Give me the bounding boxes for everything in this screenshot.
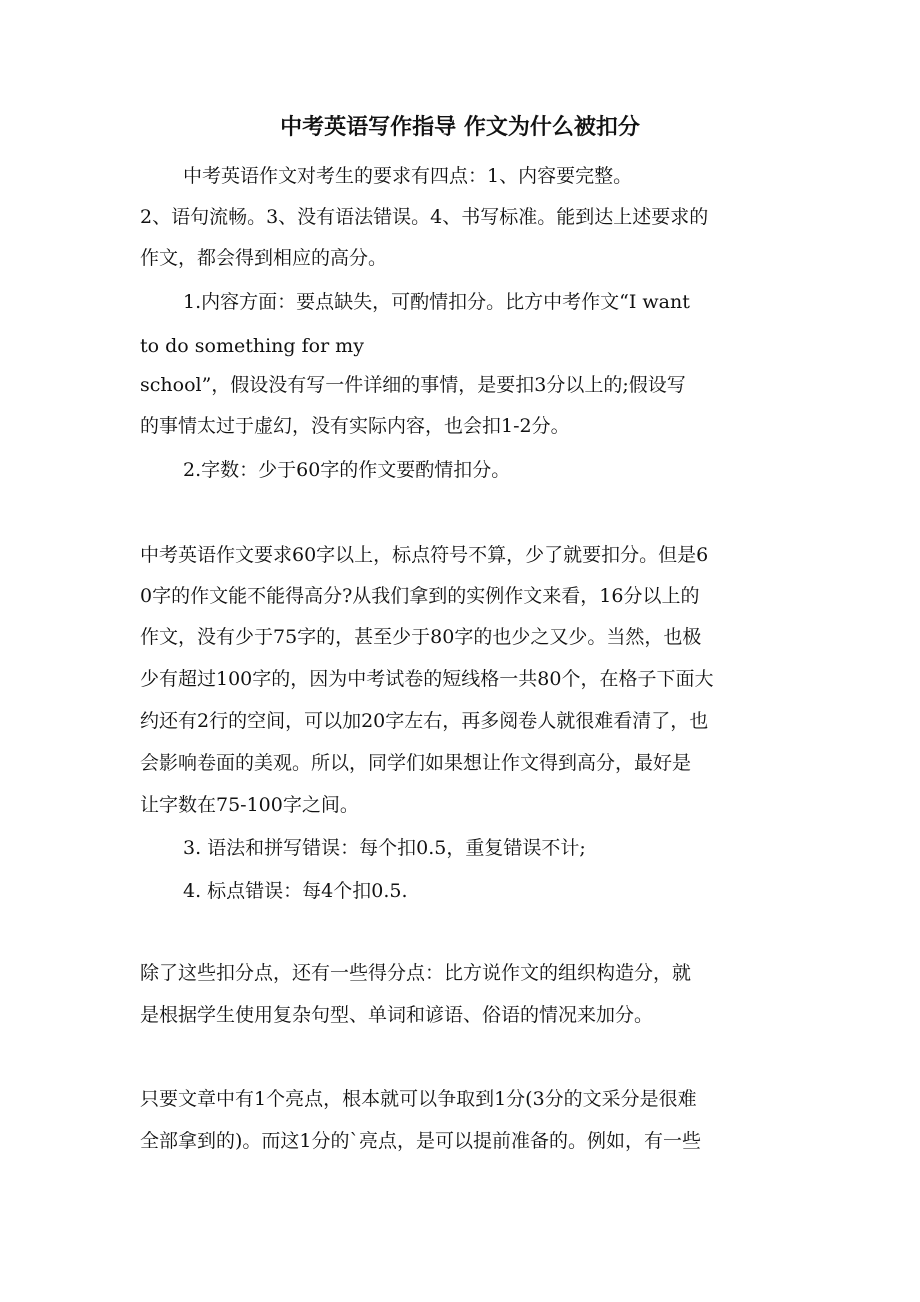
text-line: 4. 标点错误：每4个扣0.5.: [183, 880, 408, 902]
text-line: 的事情太过于虚幻，没有实际内容，也会扣1-2分。: [140, 415, 570, 437]
text-line: 只要文章中有1个亮点，根本就可以争取到1分(3分的文采分是很难: [140, 1088, 697, 1110]
text-line: 是根据学生使用复杂句型、单词和谚语、俗语的情况来加分。: [140, 1004, 654, 1026]
text-line: 除了这些扣分点，还有一些得分点：比方说作文的组织构造分，就: [140, 962, 692, 984]
text-line: 3. 语法和拼写错误：每个扣0.5，重复错误不计;: [183, 837, 586, 859]
text-line: 0字的作文能不能得高分?从我们拿到的实例作文来看，16分以上的: [140, 585, 700, 607]
text-line: 全部拿到的)。而这1分的`亮点，是可以提前准备的。例如，有一些: [140, 1130, 702, 1152]
text-line: 2、语句流畅。3、没有语法错误。4、书写标准。能到达上述要求的: [140, 206, 709, 228]
text-line: 2.字数：少于60字的作文要酌情扣分。: [183, 459, 511, 481]
text-line: 1.内容方面：要点缺失，可酌情扣分。比方中考作文“I want: [183, 291, 690, 313]
text-line: 中考英语作文对考生的要求有四点：1、内容要完整。: [183, 165, 633, 187]
text-line: 让字数在75-100字之间。: [140, 794, 359, 816]
text-line: school”，假设没有写一件详细的事情，是要扣3分以上的;假设写: [140, 374, 686, 396]
text-line: 约还有2行的空间，可以加20字左右，再多阅卷人就很难看清了，也: [140, 710, 709, 732]
text-line: 作文，都会得到相应的高分。: [140, 247, 388, 269]
document-title: 中考英语写作指导 作文为什么被扣分: [280, 115, 640, 140]
text-line: 中考英语作文要求60字以上，标点符号不算，少了就要扣分。但是6: [140, 544, 709, 566]
text-line: to do something for my: [140, 335, 364, 357]
text-line: 作文，没有少于75字的，甚至少于80字的也少之又少。当然，也极: [140, 626, 702, 648]
text-line: 会影响卷面的美观。所以，同学们如果想让作文得到高分，最好是: [140, 752, 692, 774]
text-line: 少有超过100字的，因为中考试卷的短线格一共80个，在格子下面大: [140, 668, 714, 690]
